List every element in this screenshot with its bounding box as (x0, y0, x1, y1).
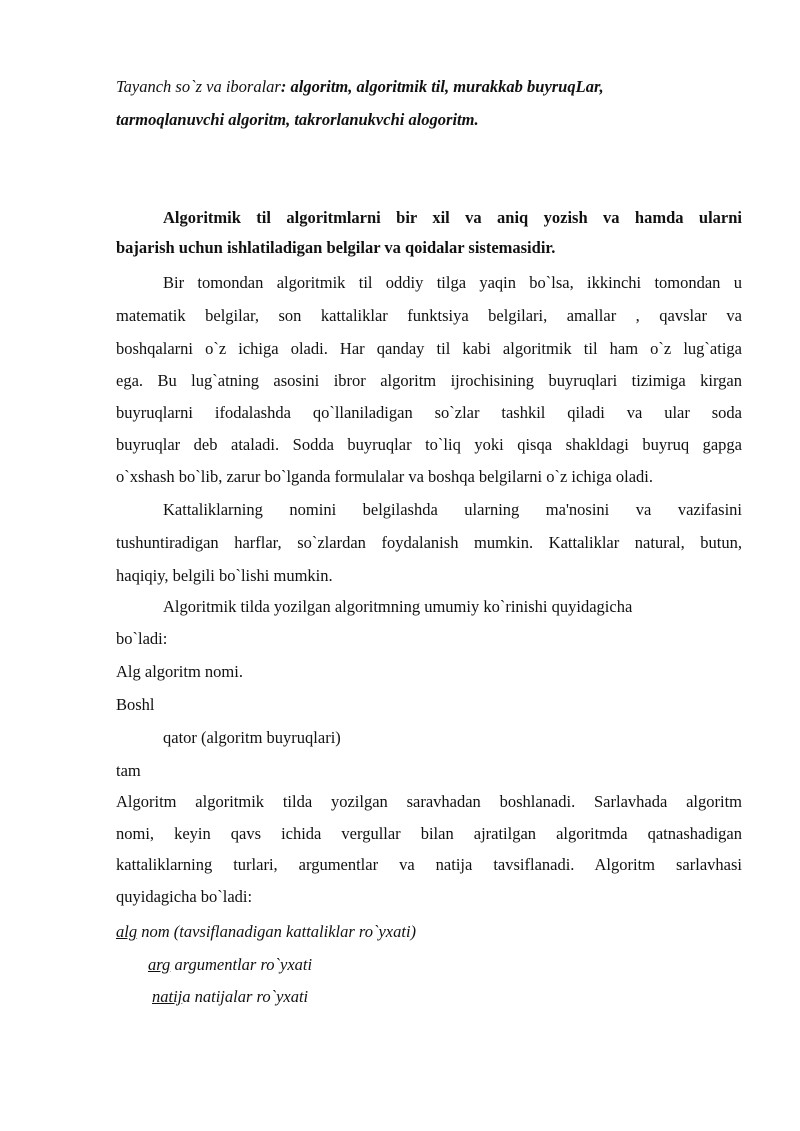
keywords-terms: : algoritm, algoritmik til, murakkab buyruqLar, (280, 77, 604, 96)
definition-line-2: bajarish uchun ishlatiladigan belgilar va qoidalar sistemasidir. (116, 238, 556, 257)
para4-line-3: kattaliklarning turlari, argumentlar va natija tavsiflanadi. Algoritm sarlavhasi (116, 855, 742, 874)
keywords-label: Tayanch so`z va iboralar (116, 77, 281, 96)
para1-line-7: o`xshash bo`lib, zarur bo`lganda formulalar va boshqa belgilarni o`z ichiga oladi. (116, 467, 653, 486)
arg-description: argumentlar ro`yxati (170, 955, 313, 974)
keywords-line-2: tarmoqlanuvchi algoritm, takrorlanukvchi alogoritm. (116, 110, 479, 129)
para1-line-1: Bir tomondan algoritmik til oddiy tilga yaqin bo`lsa, ikkinchi tomondan u (163, 273, 742, 292)
para2-line-3: haqiqiy, belgili bo`lishi mumkin. (116, 566, 333, 585)
code-boshl-line: Boshl (116, 695, 155, 714)
para2-line-2: tushuntiradigan harflar, so`zlardan foydalanish mumkin. Kattaliklar natural, butun, (116, 533, 742, 552)
code-alg-line: Alg algoritm nomi. (116, 662, 243, 681)
natija-description: a natijalar ro`yxati (182, 987, 309, 1006)
natija-keyword: natij (152, 987, 183, 1006)
keywords-line-1 (116, 75, 604, 99)
para4-line-2: nomi, keyin qavs ichida vergullar bilan ajratilgan algoritmda qatnashadigan (116, 824, 742, 843)
para1-line-5: buyruqlarni ifodalashda qo`llaniladigan so`zlar tashkil qiladi va ular soda (116, 403, 742, 422)
alg-keyword: alg (116, 922, 138, 941)
arg-keyword: arg (148, 955, 171, 974)
para3-line-2: bo`ladi: (116, 629, 168, 648)
para3-line-1: Algoritmik tilda yozilgan algoritmning umumiy ko`rinishi quyidagicha (163, 597, 633, 616)
code-tam-line: tam (116, 761, 141, 780)
header-arg-line (148, 953, 312, 977)
para1-line-6: buyruqlar deb ataladi. Sodda buyruqlar to`liq yoki qisqa shakldagi buyruq gapga (116, 435, 742, 454)
alg-description: nom (tavsiflanadigan kattaliklar ro`yxati) (137, 922, 417, 941)
header-natija-line (152, 985, 308, 1009)
para1-line-2: matematik belgilar, son kattaliklar funktsiya belgilari, amallar , qavslar va (116, 306, 742, 325)
para2-line-1: Kattaliklarning nomini belgilashda ularning ma'nosini va vazifasini (163, 500, 742, 519)
para1-line-3: boshqalarni o`z ichiga oladi. Har qanday til kabi algoritmik til ham o`z lug`atiga (116, 339, 742, 358)
header-alg-line (116, 920, 416, 944)
code-qator-line: qator (algoritm buyruqlari) (163, 728, 341, 747)
para1-line-4: ega. Bu lug`atning asosini ibror algoritm ijrochisining buyruqlari tizimiga kirgan (116, 371, 742, 390)
para4-line-1: Algoritm algoritmik tilda yozilgan saravhadan boshlanadi. Sarlavhada algoritm (116, 792, 742, 811)
para4-line-4: quyidagicha bo`ladi: (116, 887, 253, 906)
definition-line-1: Algoritmik til algoritmlarni bir xil va aniq yozish va hamda ularni (163, 208, 742, 227)
